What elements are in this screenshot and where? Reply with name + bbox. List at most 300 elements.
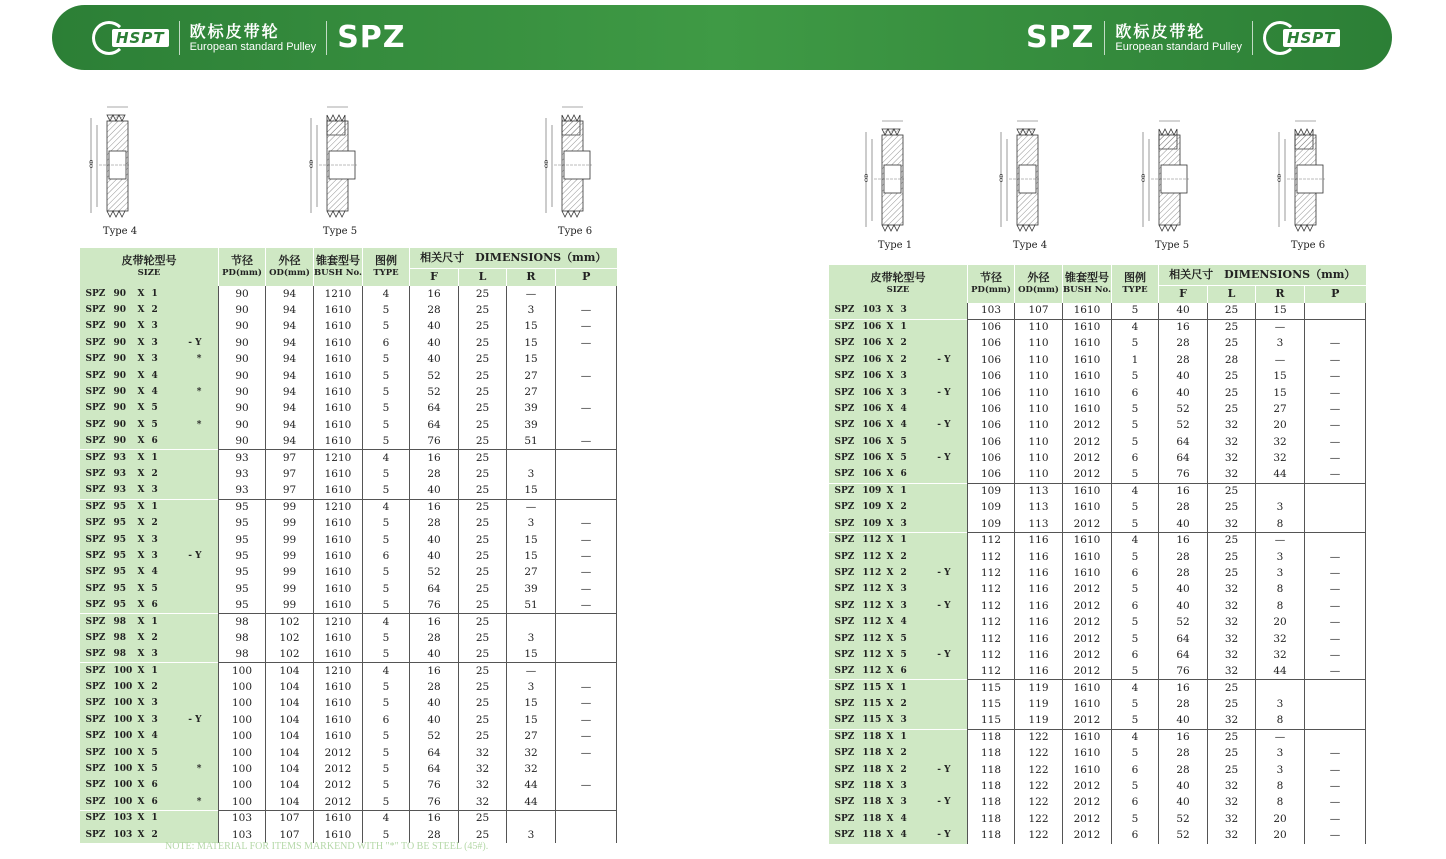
l-cell: 25 — [1208, 401, 1256, 417]
pd-cell: 106 — [968, 319, 1015, 335]
r-cell: 20 — [1256, 418, 1305, 434]
l-cell: 32 — [1208, 631, 1256, 647]
pd-cell: 100 — [219, 679, 266, 695]
r-cell: 32 — [1256, 647, 1305, 663]
pd-cell: 118 — [968, 828, 1015, 844]
size-cell: SPZ 112 X 1 — [829, 532, 968, 548]
table-row — [829, 696, 1366, 712]
pd-cell: 115 — [968, 713, 1015, 729]
f-cell: 52 — [410, 368, 459, 384]
od-cell: 104 — [266, 778, 314, 794]
l-cell: 32 — [1208, 778, 1256, 794]
l-cell: 25 — [1208, 532, 1256, 548]
type-cell: 6 — [1112, 598, 1159, 614]
type-cell: 6 — [1112, 451, 1159, 467]
f-cell: 40 — [410, 696, 459, 712]
l-cell: 32 — [459, 745, 507, 761]
f-cell: 28 — [410, 515, 459, 531]
bush-cell: 1610 — [1063, 319, 1112, 335]
pd-cell: 112 — [968, 614, 1015, 630]
table-row — [829, 532, 1366, 548]
bush-cell: 2012 — [314, 761, 363, 777]
od-cell: 110 — [1015, 418, 1063, 434]
size-cell: SPZ 100 X 6 * — [80, 794, 219, 810]
type-cell: 5 — [363, 466, 410, 482]
type-cell: 5 — [363, 647, 410, 663]
p-cell: — — [556, 401, 617, 417]
p-cell — [556, 466, 617, 482]
table-row — [80, 811, 617, 827]
type-cell: 5 — [363, 761, 410, 777]
bush-cell: 1610 — [314, 647, 363, 663]
p-cell: — — [1305, 549, 1366, 565]
od-cell: 116 — [1015, 631, 1063, 647]
size-cell: SPZ 112 X 3 - Y — [829, 598, 968, 614]
p-cell: — — [1305, 418, 1366, 434]
pd-cell: 100 — [219, 794, 266, 810]
pd-cell: 112 — [968, 532, 1015, 548]
p-cell — [1305, 319, 1366, 335]
pd-cell: 106 — [968, 418, 1015, 434]
p-cell: — — [1305, 336, 1366, 352]
table-row — [80, 532, 617, 548]
p-cell — [556, 483, 617, 499]
r-cell: 20 — [1256, 828, 1305, 844]
p-cell: — — [556, 335, 617, 351]
l-cell: 32 — [1208, 664, 1256, 680]
pd-cell: 118 — [968, 746, 1015, 762]
p-cell — [556, 384, 617, 400]
r-cell: 8 — [1256, 582, 1305, 598]
l-cell: 32 — [1208, 598, 1256, 614]
pd-cell: 100 — [219, 696, 266, 712]
pd-cell: 106 — [968, 369, 1015, 385]
pd-cell: 100 — [219, 761, 266, 777]
l-cell: 25 — [1208, 303, 1256, 319]
f-cell: 40 — [410, 532, 459, 548]
size-cell: SPZ 98 X 2 — [80, 630, 219, 646]
table-row — [80, 466, 617, 482]
od-cell: 110 — [1015, 451, 1063, 467]
table-row — [829, 516, 1366, 532]
f-cell: 16 — [410, 811, 459, 827]
table-row — [80, 483, 617, 499]
r-cell: 27 — [507, 565, 556, 581]
bush-cell: 1610 — [1063, 729, 1112, 745]
l-cell: 25 — [459, 712, 507, 728]
od-cell: 110 — [1015, 352, 1063, 368]
table-row — [80, 647, 617, 663]
l-cell: 25 — [459, 614, 507, 630]
type-cell: 5 — [363, 352, 410, 368]
size-cell: SPZ 118 X 1 — [829, 729, 968, 745]
bush-cell: 2012 — [1063, 778, 1112, 794]
type-cell: 4 — [363, 286, 410, 302]
pd-cell: 90 — [219, 417, 266, 433]
od-cell: 94 — [266, 417, 314, 433]
r-cell: 27 — [1256, 401, 1305, 417]
header-size: 皮带轮型号 SIZE — [829, 265, 968, 303]
table-row — [80, 565, 617, 581]
od-cell: 104 — [266, 729, 314, 745]
r-cell: 3 — [1256, 336, 1305, 352]
left-spec-table — [79, 248, 617, 843]
bush-cell: 2012 — [1063, 664, 1112, 680]
bush-cell: 1210 — [314, 614, 363, 630]
size-cell: SPZ 109 X 2 — [829, 500, 968, 516]
size-cell: SPZ 106 X 4 — [829, 401, 968, 417]
table-row — [829, 729, 1366, 745]
diagram-type-label: Type 6 — [1290, 240, 1326, 251]
r-cell: — — [1256, 729, 1305, 745]
pd-cell: 112 — [968, 647, 1015, 663]
type-cell: 4 — [363, 663, 410, 679]
size-cell: SPZ 100 X 1 — [80, 663, 219, 679]
size-cell: SPZ 95 X 2 — [80, 515, 219, 531]
pd-cell: 106 — [968, 352, 1015, 368]
type-cell: 5 — [363, 319, 410, 335]
bush-cell: 2012 — [1063, 647, 1112, 663]
f-cell: 40 — [410, 548, 459, 564]
table-row — [80, 515, 617, 531]
header-r: R — [1256, 285, 1305, 303]
f-cell: 64 — [1159, 434, 1208, 450]
size-cell: SPZ 115 X 2 — [829, 696, 968, 712]
r-cell: 27 — [507, 384, 556, 400]
size-cell: SPZ 112 X 5 — [829, 631, 968, 647]
bush-cell: 1610 — [1063, 385, 1112, 401]
pd-cell: 118 — [968, 729, 1015, 745]
type-cell: 4 — [1112, 483, 1159, 499]
p-cell: — — [1305, 434, 1366, 450]
bush-cell: 1210 — [314, 499, 363, 515]
l-cell: 25 — [459, 384, 507, 400]
type-cell: 4 — [1112, 532, 1159, 548]
title-en: European standard Pulley — [1115, 40, 1242, 53]
od-cell: 107 — [266, 827, 314, 843]
type-cell: 5 — [1112, 778, 1159, 794]
svg-text:OD: OD — [89, 159, 95, 168]
type-cell: 5 — [363, 729, 410, 745]
l-cell: 25 — [459, 647, 507, 663]
l-cell: 32 — [1208, 795, 1256, 811]
f-cell: 28 — [1159, 336, 1208, 352]
f-cell: 52 — [1159, 828, 1208, 844]
size-cell: SPZ 90 X 3 - Y — [80, 335, 219, 351]
header-row — [80, 248, 617, 268]
type-cell: 5 — [1112, 614, 1159, 630]
r-cell: — — [507, 499, 556, 515]
od-cell: 122 — [1015, 729, 1063, 745]
l-cell: 25 — [459, 302, 507, 318]
diagram-type-label: Type 4 — [102, 226, 138, 237]
od-cell: 116 — [1015, 565, 1063, 581]
pd-cell: 109 — [968, 483, 1015, 499]
r-cell: — — [1256, 532, 1305, 548]
table-row — [80, 663, 617, 679]
header-p: P — [556, 268, 617, 286]
r-cell: 39 — [507, 417, 556, 433]
bush-cell: 1610 — [314, 597, 363, 613]
pd-cell: 95 — [219, 515, 266, 531]
table-row — [829, 418, 1366, 434]
bush-cell: 2012 — [1063, 598, 1112, 614]
r-cell: 32 — [1256, 631, 1305, 647]
p-cell — [1305, 500, 1366, 516]
table-row — [829, 795, 1366, 811]
type-cell: 5 — [363, 401, 410, 417]
pd-cell: 93 — [219, 483, 266, 499]
l-cell: 25 — [1208, 746, 1256, 762]
bush-cell: 1610 — [314, 532, 363, 548]
r-cell: 44 — [1256, 467, 1305, 483]
bush-cell: 2012 — [1063, 451, 1112, 467]
pd-cell: 115 — [968, 680, 1015, 696]
od-cell: 94 — [266, 401, 314, 417]
f-cell: 76 — [410, 597, 459, 613]
bush-cell: 1610 — [1063, 336, 1112, 352]
r-cell: 15 — [507, 335, 556, 351]
od-cell: 122 — [1015, 811, 1063, 827]
bush-cell: 1610 — [1063, 303, 1112, 319]
f-cell: 64 — [410, 761, 459, 777]
p-cell — [556, 499, 617, 515]
od-cell: 99 — [266, 565, 314, 581]
p-cell — [556, 614, 617, 630]
p-cell: — — [1305, 664, 1366, 680]
l-cell: 32 — [1208, 713, 1256, 729]
l-cell: 25 — [459, 483, 507, 499]
od-cell: 119 — [1015, 680, 1063, 696]
bush-cell: 2012 — [1063, 516, 1112, 532]
l-cell: 25 — [459, 630, 507, 646]
l-cell: 32 — [459, 794, 507, 810]
od-cell: 110 — [1015, 434, 1063, 450]
pd-cell: 118 — [968, 778, 1015, 794]
table-row — [829, 303, 1366, 319]
p-cell — [1305, 516, 1366, 532]
r-cell: 39 — [507, 401, 556, 417]
table-row — [80, 401, 617, 417]
bush-cell: 1610 — [1063, 762, 1112, 778]
divider — [179, 21, 180, 55]
r-cell: 3 — [1256, 549, 1305, 565]
od-cell: 122 — [1015, 795, 1063, 811]
p-cell: — — [556, 319, 617, 335]
od-cell: 94 — [266, 302, 314, 318]
table-row — [80, 696, 617, 712]
size-cell: SPZ 103 X 1 — [80, 811, 219, 827]
r-cell: 15 — [507, 483, 556, 499]
l-cell: 25 — [459, 679, 507, 695]
f-cell: 52 — [410, 729, 459, 745]
table-row — [829, 500, 1366, 516]
p-cell — [1305, 729, 1366, 745]
table-row — [829, 598, 1366, 614]
type-cell: 5 — [363, 696, 410, 712]
f-cell: 52 — [1159, 614, 1208, 630]
f-cell: 64 — [1159, 647, 1208, 663]
l-cell: 25 — [1208, 762, 1256, 778]
pulley-cross-section-icon — [85, 103, 145, 223]
od-cell: 116 — [1015, 598, 1063, 614]
size-cell: SPZ 106 X 4 - Y — [829, 418, 968, 434]
type-cell: 6 — [363, 335, 410, 351]
type-cell: 6 — [1112, 647, 1159, 663]
type-cell: 5 — [363, 778, 410, 794]
bush-cell: 2012 — [1063, 418, 1112, 434]
r-cell: 3 — [507, 630, 556, 646]
size-cell: SPZ 118 X 4 — [829, 811, 968, 827]
bush-cell: 1610 — [1063, 500, 1112, 516]
size-cell: SPZ 106 X 6 — [829, 467, 968, 483]
pd-cell: 115 — [968, 696, 1015, 712]
type-cell: 5 — [363, 368, 410, 384]
r-cell: 15 — [1256, 369, 1305, 385]
r-cell: 32 — [507, 761, 556, 777]
p-cell — [1305, 680, 1366, 696]
divider — [1252, 21, 1253, 55]
od-cell: 110 — [1015, 319, 1063, 335]
size-cell: SPZ 115 X 3 — [829, 713, 968, 729]
pd-cell: 106 — [968, 336, 1015, 352]
table-row — [829, 713, 1366, 729]
bush-cell: 1610 — [314, 434, 363, 450]
bush-cell: 1610 — [1063, 352, 1112, 368]
size-cell: SPZ 95 X 3 - Y — [80, 548, 219, 564]
p-cell: — — [556, 302, 617, 318]
od-cell: 122 — [1015, 762, 1063, 778]
pd-cell: 95 — [219, 548, 266, 564]
pd-cell: 100 — [219, 712, 266, 728]
type-cell: 4 — [1112, 319, 1159, 335]
pd-cell: 106 — [968, 401, 1015, 417]
header-l: L — [1208, 285, 1256, 303]
r-cell: 3 — [507, 679, 556, 695]
l-cell: 32 — [1208, 582, 1256, 598]
pulley-cross-section-icon — [860, 117, 920, 237]
r-cell — [1256, 483, 1305, 499]
r-cell: — — [1256, 352, 1305, 368]
f-cell: 52 — [410, 384, 459, 400]
od-cell: 113 — [1015, 500, 1063, 516]
f-cell: 28 — [410, 630, 459, 646]
pd-cell: 90 — [219, 302, 266, 318]
table-row — [829, 647, 1366, 663]
size-cell: SPZ 95 X 3 — [80, 532, 219, 548]
bush-cell: 1610 — [314, 384, 363, 400]
type-cell: 5 — [1112, 516, 1159, 532]
r-cell: 15 — [507, 696, 556, 712]
pd-cell: 90 — [219, 384, 266, 400]
l-cell: 32 — [1208, 828, 1256, 844]
f-cell: 40 — [1159, 598, 1208, 614]
od-cell: 110 — [1015, 336, 1063, 352]
od-cell: 94 — [266, 335, 314, 351]
f-cell: 64 — [410, 581, 459, 597]
r-cell: 3 — [1256, 500, 1305, 516]
type-cell: 5 — [1112, 434, 1159, 450]
type-cell: 5 — [363, 597, 410, 613]
od-cell: 119 — [1015, 713, 1063, 729]
l-cell: 25 — [459, 597, 507, 613]
type-cell: 5 — [363, 794, 410, 810]
size-cell: SPZ 109 X 1 — [829, 483, 968, 499]
p-cell: — — [1305, 647, 1366, 663]
p-cell — [556, 286, 617, 302]
table-row — [829, 614, 1366, 630]
l-cell: 28 — [1208, 352, 1256, 368]
bush-cell: 1610 — [314, 548, 363, 564]
pd-cell: 118 — [968, 795, 1015, 811]
p-cell: — — [1305, 385, 1366, 401]
table-row — [829, 582, 1366, 598]
p-cell: — — [1305, 467, 1366, 483]
r-cell: 32 — [507, 745, 556, 761]
l-cell: 25 — [459, 352, 507, 368]
size-cell: SPZ 109 X 3 — [829, 516, 968, 532]
od-cell: 102 — [266, 647, 314, 663]
l-cell: 25 — [459, 565, 507, 581]
type-cell: 6 — [1112, 385, 1159, 401]
p-cell: — — [1305, 565, 1366, 581]
f-cell: 76 — [410, 434, 459, 450]
header-f: F — [1159, 285, 1208, 303]
pd-cell: 90 — [219, 434, 266, 450]
size-cell: SPZ 90 X 6 — [80, 434, 219, 450]
l-cell: 25 — [1208, 680, 1256, 696]
pd-cell: 106 — [968, 451, 1015, 467]
type-cell: 4 — [363, 450, 410, 466]
type-cell: 4 — [363, 614, 410, 630]
type-cell: 5 — [363, 434, 410, 450]
table-row — [829, 451, 1366, 467]
p-cell: — — [556, 515, 617, 531]
pd-cell: 106 — [968, 434, 1015, 450]
type-cell: 5 — [1112, 303, 1159, 319]
banner-right — [1026, 5, 1340, 70]
pd-cell: 118 — [968, 762, 1015, 778]
l-cell: 25 — [459, 515, 507, 531]
r-cell: 3 — [507, 827, 556, 843]
logo-ring-icon — [1263, 21, 1297, 55]
type-cell: 5 — [363, 384, 410, 400]
bush-cell: 2012 — [314, 794, 363, 810]
bush-cell: 2012 — [1063, 582, 1112, 598]
bush-cell: 1610 — [314, 565, 363, 581]
table-row — [80, 335, 617, 351]
pd-cell: 90 — [219, 352, 266, 368]
size-cell: SPZ 106 X 1 — [829, 319, 968, 335]
pulley-cross-section-icon — [1273, 117, 1333, 237]
f-cell: 16 — [410, 450, 459, 466]
type-cell: 1 — [1112, 352, 1159, 368]
type-cell: 5 — [363, 515, 410, 531]
table-row — [829, 631, 1366, 647]
bush-cell: 2012 — [1063, 631, 1112, 647]
r-cell: — — [1256, 319, 1305, 335]
p-cell — [1305, 303, 1366, 319]
f-cell: 64 — [1159, 631, 1208, 647]
od-cell: 104 — [266, 663, 314, 679]
l-cell: 25 — [1208, 549, 1256, 565]
title-cn: 欧标皮带轮 — [189, 21, 280, 41]
f-cell: 28 — [410, 466, 459, 482]
r-cell: 3 — [1256, 565, 1305, 581]
header-dimensions: 相关尺寸 DIMENSIONS（mm） — [1159, 265, 1366, 285]
size-cell: SPZ 112 X 3 — [829, 582, 968, 598]
type-cell: 5 — [1112, 401, 1159, 417]
